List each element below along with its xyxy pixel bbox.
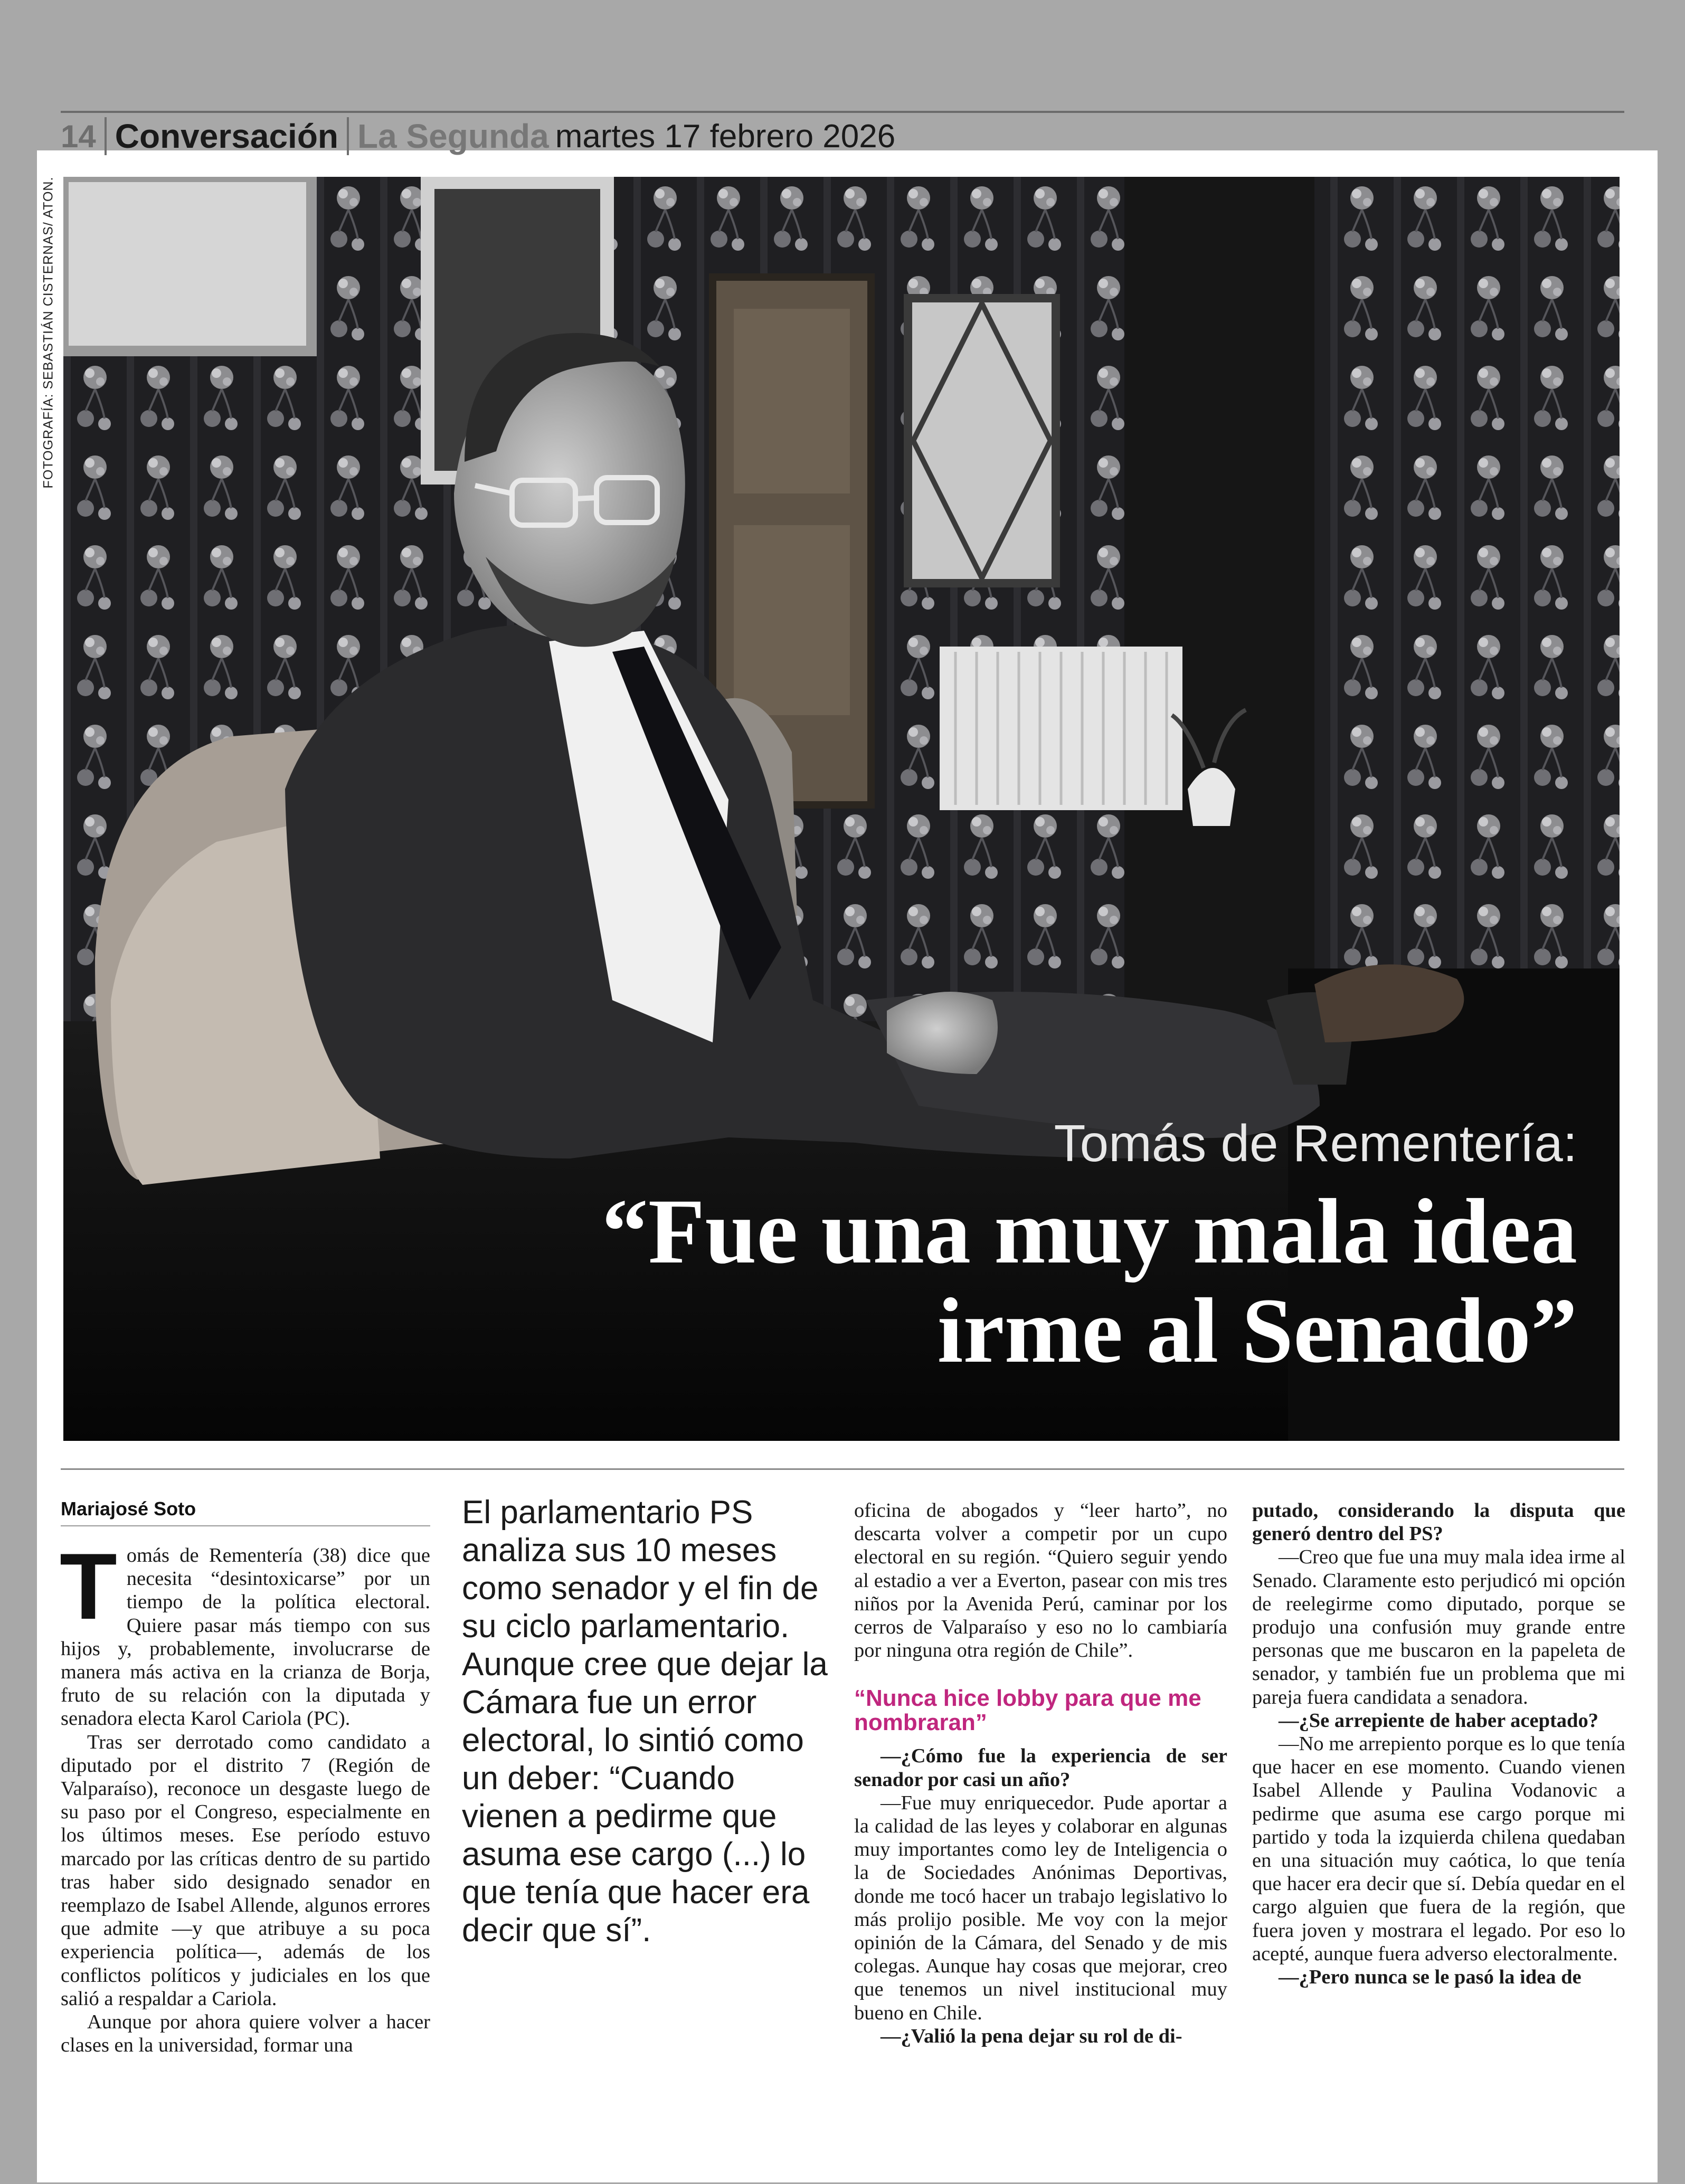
body-paragraph: oficina de abogados y “leer harto”, no descarta volver a competir por un cupo electoral en su región. “Quiero seguir yendo al estadio a ver a Everton, pasear con mis tres niños por la Avenida Perú, caminar por los cerros de Valparaíso y eso no lo cambiaría por ninguna otra región de Chile”. — [854, 1499, 1227, 1662]
subheading: “Nunca hice lobby para que me nombraran” — [854, 1685, 1201, 1736]
byline: Mariajosé Soto — [61, 1498, 196, 1520]
interview-answer: —Creo que fue una muy mala idea irme al Senado. Claramente esto perjudicó mi opción de reelegirme como diputado, porque se produjo una confusión muy grande entre personas que me buscaron en la papeleta de senador, y también fue un problema que mi pareja fuera candidata a senadora. — [1252, 1546, 1625, 1708]
interview-question: —¿Valió la pena dejar su rol de di- — [881, 2025, 1182, 2047]
drop-cap: T — [60, 1534, 117, 1639]
body-paragraph: Aunque por ahora quiere volver a hacer clases en la universidad, formar una — [61, 2011, 430, 2057]
byline-rule — [61, 1525, 430, 1526]
headline-line-2: irme al Senado” — [937, 1279, 1577, 1382]
lead-paragraph-text: omás de Rementería (38) dice que necesita “desintoxicarse” por un tiempo de la política electoral. Quiere pasar más tiempo con sus hijos y, probablemente, involucrarse de manera más activa en la crianza de Borja, fruto de su relación con la diputada y senadora electa Karol Cariola (PC). — [61, 1544, 430, 1730]
interview-answer: —Fue muy enriquecedor. Pude aportar a la calidad de las leyes y colaborar en algunas muy importantes como ley de Inteligencia o la de Sociedades Anónimas Deportivas, donde me tocó hacer un trabajo legislativo lo más prolijo posible. Me voy con la mejor opinión de la Cámara, del Senado y de mis colegas. Aunque hay cosas que mejorar, creo que tenemos un nivel institucional muy bueno en Chile. — [854, 1791, 1227, 2024]
article-column-1 — [60, 1534, 430, 2057]
headline-kicker: Tomás de Rementería: — [1054, 1114, 1577, 1172]
interview-question: —¿Pero nunca se le pasó la idea de — [1279, 1966, 1582, 1989]
standfirst-text: El parlamentario PS analiza sus 10 meses como senador y el fin de su ciclo parlamentario. Aunque cree que dejar la Cámara fue un error electoral, lo sintió como un deber: “Cuando vienen a pedirme que asuma ese cargo (...) lo que tenía que hacer era decir que sí”. — [462, 1494, 828, 1949]
issue-date: martes 17 febrero 2026 — [555, 118, 896, 155]
interview-question: —¿Se arrepiente de haber aceptado? — [1279, 1709, 1598, 1732]
page-header — [61, 115, 895, 157]
header-divider — [347, 117, 349, 155]
newspaper-name: La Segunda — [357, 117, 549, 155]
section-rule — [61, 1468, 1624, 1470]
photo-credit-text: FOTOGRAFÍA: SEBASTIÁN CISTERNAS/ ATON. — [41, 176, 56, 489]
headline-line-1: “Fue una muy mala idea — [601, 1180, 1577, 1283]
headline — [469, 1182, 1577, 1381]
article-column-3 — [854, 1499, 1227, 2048]
standfirst — [462, 1494, 831, 1950]
photo-credit — [38, 176, 59, 489]
article-column-4 — [1252, 1499, 1625, 1989]
header-rule — [61, 111, 1624, 113]
body-paragraph: Tras ser derrotado como candidato a diputado por el distrito 7 (Región de Valparaíso), reconoce un desgaste luego de su paso por el Congreso, especialmente en los últimos meses. Ese período estuvo marcado por las críticas dentro de su partido tras haber sido designado senador en reemplazo de Isabel Allende, algunos errores que admite —y que atribuye a su poca experiencia política—, además de los conflictos políticos y judiciales en los que salió a respaldar a Cariola. — [61, 1731, 430, 2010]
portrait-photo — [63, 177, 1620, 1441]
interview-question: —¿Cómo fue la experiencia de ser senador por casi un año? — [854, 1745, 1227, 1791]
header-divider — [105, 117, 107, 155]
page-number: 14 — [61, 118, 96, 154]
interview-answer: —No me arrepiento porque es lo que tenía que hacer en ese momento. Cuando vienen Isabel Allende y Paulina Vodanovic a pedirme que asuma ese cargo porque mi partido y toda la izquierda chilena quedaban en una situación muy caótica, lo que tenía que hacer era decir que sí. Debía quedar en el cargo alguien que fuera de la región, que fuera joven y mostrara el legado. Por eso lo acepté, aunque fuera adverso electoralmente. — [1252, 1733, 1625, 1965]
lead-paragraph — [60, 1534, 430, 1731]
interview-question: putado, considerando la disputa que generó dentro del PS? — [1252, 1499, 1625, 1545]
section-name: Conversación — [115, 117, 338, 155]
